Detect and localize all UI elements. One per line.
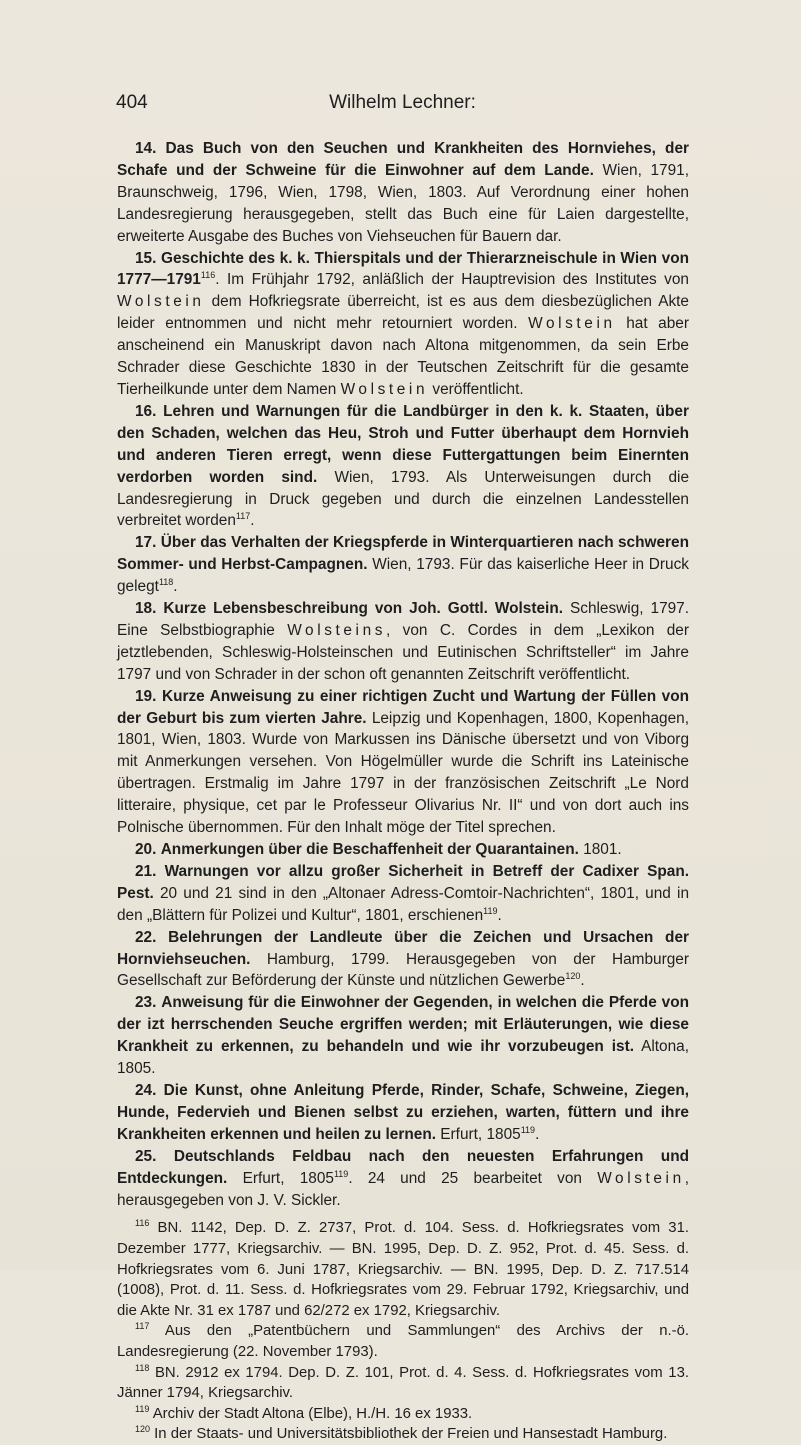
bibliography-entry-19 [117,686,689,839]
running-title: Wilhelm Lechner: [329,92,476,113]
page-header [116,90,689,116]
footnote-number: 116 [135,1218,150,1229]
entry-title: Geschichte des k. k. Thierspitals und der Thierarzneischule in Wien von 1777—1791 [117,249,689,289]
entry-number: 19. [135,687,157,705]
entry-number: 24. [135,1081,157,1099]
entry-number: 22. [135,928,157,946]
footnote-119 [117,1404,689,1425]
entry-body: Wien, 1791, Braunschweig, 1796, Wien, 1798, Wien, 1803. Auf Verordnung einer hohen Landesregierung herausgegeben, stellt das Buch eine für Laien dargestellte, erweiterte Ausgabe des Buches von Viehseuchen für Bauern dar. [117,161,690,245]
bibliography-entry-25 [117,1146,689,1212]
bibliography-entry-20 [117,839,689,861]
entry-title: Kurze Lebensbeschreibung von Joh. Gottl. Wolstein. [163,600,564,618]
entry-body: Wien, 1793. Für das kaiserliche Heer in Druck gelegt$^{118}$. [117,556,689,596]
entry-number: 18. [135,600,157,618]
entry-body: 1801. [583,841,622,858]
footnote-text: BN. 1142, Dep. D. Z. 2737, Prot. d. 104. Sess. d. Hofkriegsrates vom 31. Dezember 1777, Kriegsarchiv. — BN. 1995, Dep. D. Z. 952, Prot. d. 45. Sess. d. Hofkriegsrates vom 6. Juni 1787, Kriegsarchiv. — BN. 1995, Dep. D. Z. 717.514 (1008), Prot. d. 11. Sess. d. Hofkriegsrates vom 29. Februar 1792, Kriegsarchiv, und die Akte Nr. 31 ex 1787 und 62/272 ex 1792, Kriegsarchiv. [117,1220,690,1319]
bibliography-entry-24 [117,1080,689,1146]
bibliography-entry-17 [117,532,689,598]
entry-body: Schleswig, 1797. Eine Selbstbiographie Wolsteins, von C. Cordes in dem „Lexikon der jetztlebenden, Schleswig-Holsteinschen und Eutinischen Schriftsteller“ im Jahre 1797 und von Schrader in der schon oft genannten Zeitschrift veröffentlicht. [117,600,690,683]
bibliography-entry-16 [117,401,689,532]
entry-body: Wien, 1793. Als Unterweisungen durch die Landesregierung in Druck gegeben und durch die einzelnen Landesstellen verbreitet worden$^{117}$. [117,468,689,530]
entry-title: Anmerkungen über die Beschaffenheit der Quarantainen. [160,841,579,858]
footnote-text: In der Staats- und Universitätsbibliothek der Freien und Hansestadt Hamburg. [154,1426,668,1443]
entry-number: 23. [135,994,157,1012]
entry-title: Das Buch von den Seuchen und Krankheiten des Hornviehes, der Schafe und der Schweine für die Einwohner auf dem Lande. [117,140,689,179]
bibliography-entry-21 [117,861,689,927]
footnote-text: BN. 2912 ex 1794. Dep. D. Z. 101, Prot. d. 4. Sess. d. Hofkriegsrates vom 13. Jänner 1794, Kriegsarchiv. [117,1364,690,1402]
footnote-117 [117,1321,689,1362]
entry-title: Warnungen vor allzu großer Sicherheit in Betreff der Cadixer Span. Pest. [117,862,689,902]
entry-body: $^{116}$. Im Frühjahr 1792, anläßlich der Hauptrevision des Institutes von Wolstein dem Hofkriegsrate überreicht, ist es aus dem diesbezüglichen Akte leider entnommen und nicht mehr retourniert worden. Wolstein hat aber anscheinend ein Manuskript davon nach Altona mitgenommen, da sein Erbe Schrader diese Geschichte 1830 in der Teutschen Zeitschrift für die gesamte Tierheilkunde unter dem Namen Wolstein veröffentlicht. [117,270,689,398]
footnote-text: Aus den „Patentbüchern und Sammlungen“ des Archivs der n.-ö. Landesregierung (22. November 1793). [117,1323,689,1360]
entry-title: Kurze Anweisung zu einer richtigen Zucht und Wartung der Füllen von der Geburt bis zum vierten Jahre. [117,687,689,727]
author-name: Wolstein [528,315,616,333]
footnote-number: 120 [135,1424,151,1435]
entry-body: Erfurt, 1805$^{119}$. 24 und 25 bearbeitet von Wolstein, herausgegeben von J. V. Sickler. [117,1168,690,1209]
footnote-ref: 119 [520,1124,536,1135]
author-name: Wolstein [340,380,429,398]
entry-number: 14. [135,140,157,157]
entry-number: 21. [135,862,157,880]
footnote-text: Archiv der Stadt Altona (Elbe), H./H. 16 ex 1933. [152,1405,473,1422]
entry-number: 20. [135,841,157,858]
footnote-ref: 116 [200,270,216,281]
entry-number: 17. [135,534,157,552]
footnote-ref: 119 [333,1168,349,1179]
bibliography-entry-14 [117,138,689,248]
bibliography-entry-15 [117,248,689,401]
bibliography-entry-22 [117,927,689,993]
page-number: 404 [116,92,148,113]
author-name: Wolstein [597,1169,685,1187]
bibliography-entry-18 [117,598,689,686]
entry-title: Lehren und Warnungen für die Landbürger in den k. k. Staaten, über den Schaden, welchen das Heu, Stroh und Futter überhaupt dem Hornvieh und anderen Tieren erregt, wenn diese Futtergattungen beim Einernten verdorben worden sind. [117,402,689,486]
author-name: Wolsteins [287,621,387,639]
footnote-number: 117 [135,1321,150,1332]
footnote-120 [117,1424,689,1445]
footnote-118 [117,1363,689,1404]
entry-body: 20 und 21 sind in den „Altonaer Adress-Comtoir-Nachrichten“, 1801, und in den „Blättern für Polizei und Kultur“, 1801, erschienen$^{119}$. [117,884,690,924]
author-name: Wolstein [117,293,205,311]
entry-title: Über das Verhalten der Kriegspferde in Winterquartieren nach schweren Sommer- und Herbst-Campagnen. [117,534,689,574]
entry-number: 25. [135,1147,157,1165]
footnote-number: 118 [135,1362,150,1373]
footnote-ref: 118 [158,577,174,588]
bibliography-entry-23 [117,992,689,1080]
entry-title: Deutschlands Feldbau nach den neuesten Erfahrungen und Entdeckungen. [117,1147,690,1187]
entry-title: Belehrungen der Landleute über die Zeichen und Ursachen der Hornviehseuchen. [117,928,689,968]
entry-body: Leipzig und Kopenhagen, 1800, Kopenhagen, 1801, Wien, 1803. Wurde von Markussen ins Dänische übersetzt und von Viborg mit Anmerkungen versehen. Von Högelmüller wurde die Schrift ins Lateinische übertragen. Erstmalig im Jahre 1797 in der französischen Zeitschrift „Le Nord litteraire, physique, cet par le Professeur Olivarius Nr. II“ und von dort auch ins Polnische übernommen. Für den Inhalt möge der Titel sprechen. [117,709,689,837]
entry-number: 16. [135,402,157,420]
footnote-ref: 120 [565,971,581,982]
footnote-ref: 119 [483,905,498,916]
main-text [117,138,689,1445]
entry-number: 15. [135,249,157,267]
entry-title: Anweisung für die Einwohner der Gegenden, in welchen die Pferde von der izt herrschenden Seuche ergriffen werden; mit Erläuterungen, wie diese Krankheit zu erkennen, zu behandeln und wie ihr vorzubeugen ist. [117,994,689,1056]
entry-title: Die Kunst, ohne Anleitung Pferde, Rinder, Schafe, Schweine, Ziegen, Hunde, Federvieh und Bienen selbst zu erziehen, warten, füttern und ihre Krankheiten erkennen und heilen zu lernen. [117,1081,689,1143]
entry-body: Hamburg, 1799. Herausgegeben von der Hamburger Gesellschaft zur Beförderung der Künste und nützlichen Gewerbe$^{120}$. [117,950,689,990]
entry-body: Altona, 1805. [117,1038,689,1078]
footnote-number: 119 [135,1403,150,1414]
footnote-ref: 117 [235,511,251,522]
footnotes [117,1218,689,1445]
entry-body: Erfurt, 1805$^{119}$. [440,1124,540,1143]
